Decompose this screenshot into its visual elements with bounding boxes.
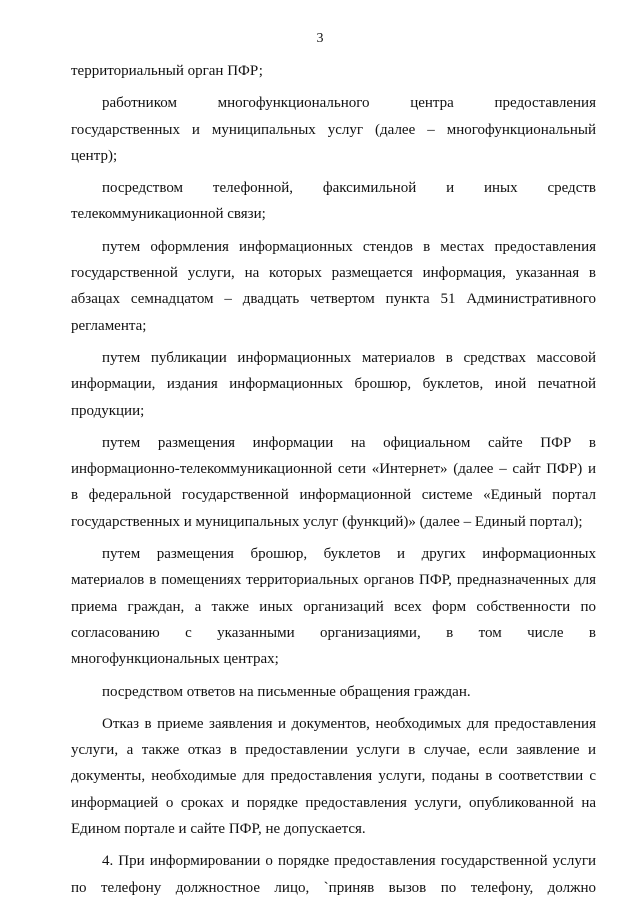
text-line: путем размещения информации на официальном сайте ПФР в: [102, 434, 596, 451]
paragraph: [71, 175, 596, 228]
text-line: материалов в помещениях территориальных органов ПФР, предназначенных для: [71, 572, 596, 589]
paragraph: [71, 345, 596, 424]
text-line: государственной услуги, на которых размещается информация, указанная в: [71, 265, 596, 282]
page-number: 3: [316, 31, 324, 46]
text-line: посредством ответов на письменные обращения граждан.: [102, 683, 471, 700]
text-line: в федеральной государственной информационной системе «Единый портал: [71, 487, 596, 504]
paragraph: [71, 848, 596, 901]
paragraph: [71, 58, 596, 84]
text-line: согласованию с указанными организациями, в том числе в: [71, 624, 596, 641]
paragraph: [71, 234, 596, 339]
text-line: путем публикации информационных материалов в средствах массовой: [102, 349, 596, 366]
text-line: телекоммуникационной связи;: [71, 206, 266, 223]
text-line: абзацах семнадцатом – двадцать четвертом пункта 51 Административного: [71, 291, 596, 308]
text-line: посредством телефонной, факсимильной и иных средств: [102, 180, 596, 197]
text-line: Отказ в приеме заявления и документов, необходимых для предоставления: [102, 715, 596, 732]
paragraph: [71, 90, 596, 169]
text-line: приема граждан, а также иных организаций всех форм собственности по: [71, 598, 596, 615]
text-line: информации, издания информационных брошюр, буклетов, иной печатной: [71, 376, 596, 393]
text-line: информацией о сроках и порядке предоставления услуги, опубликованной на: [71, 794, 596, 811]
text-line: государственных и муниципальных услуг (далее – многофункциональный: [71, 121, 596, 138]
text-line: по телефону должностное лицо, `приняв вызов по телефону, должно: [71, 879, 596, 896]
paragraph: [71, 541, 596, 672]
document-body: [71, 58, 596, 907]
paragraph: [71, 679, 596, 705]
paragraph: [71, 711, 596, 842]
text-line: государственных и муниципальных услуг (функций)» (далее – Единый портал);: [71, 513, 583, 530]
text-line: Едином портале и сайте ПФР, не допускается.: [71, 821, 366, 838]
text-line: территориальный орган ПФР;: [71, 63, 263, 79]
text-line: путем размещения брошюр, буклетов и других информационных: [102, 546, 596, 563]
text-line: центр);: [71, 147, 118, 164]
paragraph: [71, 430, 596, 535]
text-line: многофункциональных центрах;: [71, 651, 279, 668]
text-line: информационно-телекоммуникационной сети «Интернет» (далее – сайт ПФР) и: [71, 461, 596, 478]
text-line: продукции;: [71, 402, 145, 419]
text-line: регламента;: [71, 317, 147, 334]
text-line: путем оформления информационных стендов в местах предоставления: [102, 238, 596, 255]
text-line: документы, необходимые для предоставления услуги, поданы в соответствии с: [71, 768, 596, 785]
text-line: работником многофункционального центра предоставления: [102, 95, 596, 112]
text-line: 4. При информировании о порядке предоставления государственной услуги: [102, 853, 596, 870]
text-line: услуги, а также отказ в предоставлении услуги в случае, если заявление и: [71, 742, 596, 759]
